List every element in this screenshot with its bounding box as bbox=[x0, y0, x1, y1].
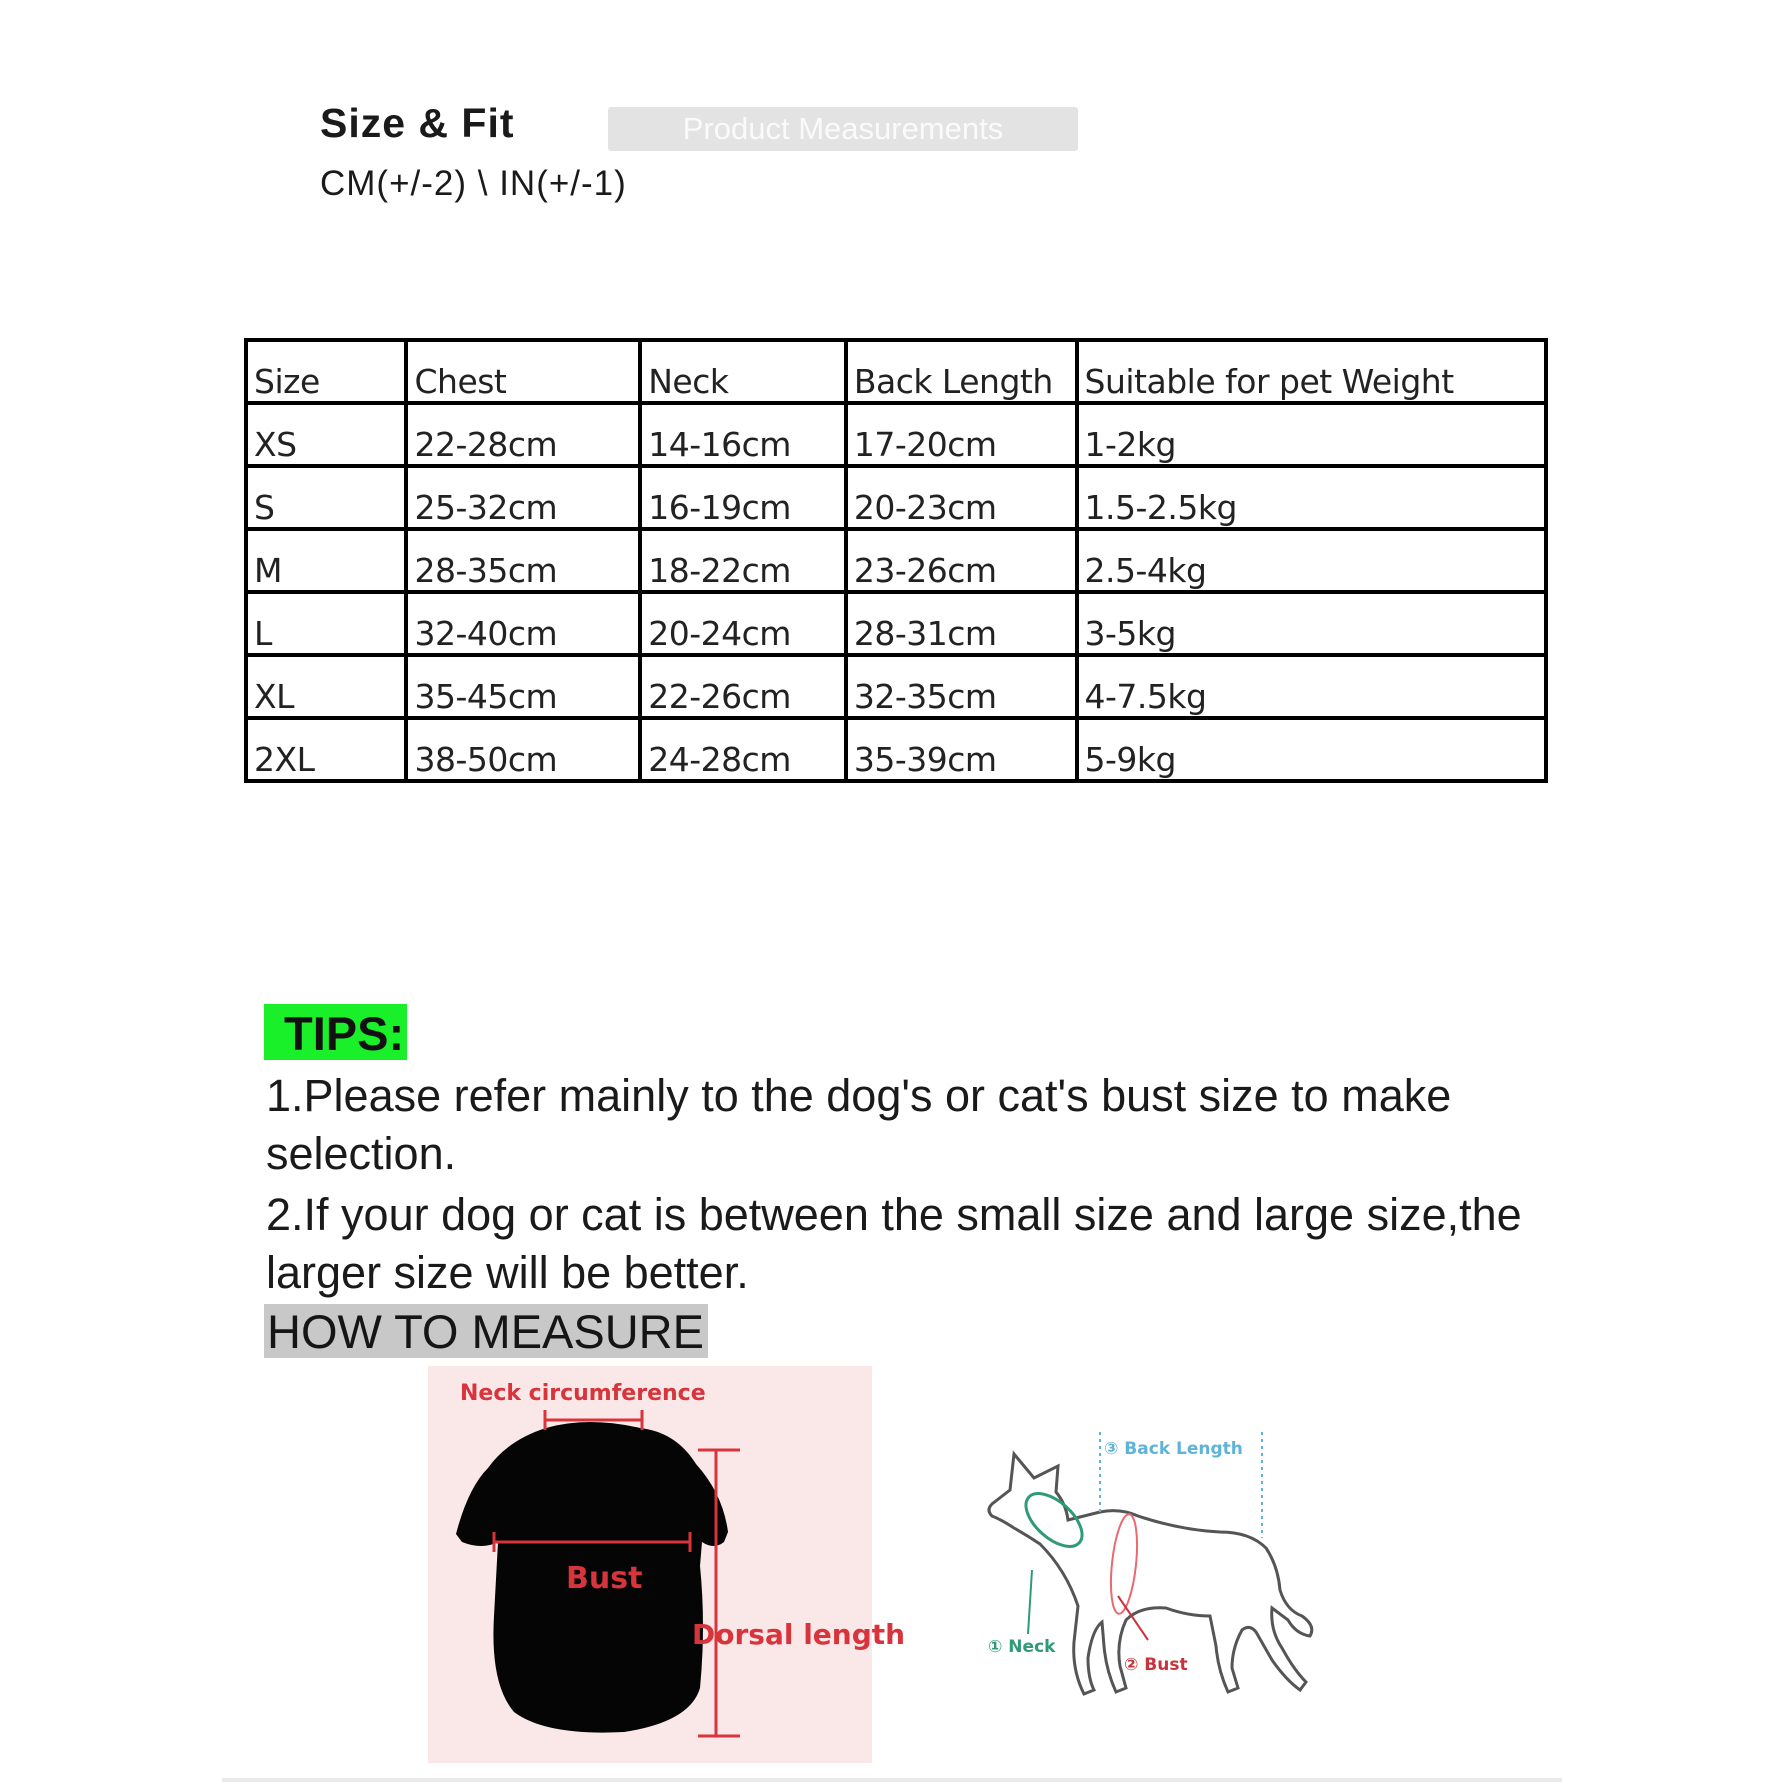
shirt-illustration bbox=[428, 1366, 906, 1763]
bust-ring bbox=[1107, 1513, 1141, 1615]
table-cell: 18-22cm bbox=[640, 529, 846, 592]
back-length-label: ③ Back Length bbox=[1104, 1439, 1243, 1459]
table-cell: L bbox=[246, 592, 406, 655]
table-cell: 1-2kg bbox=[1077, 403, 1546, 466]
table-row bbox=[246, 655, 1546, 718]
table-cell: 32-35cm bbox=[846, 655, 1077, 718]
table-cell: M bbox=[246, 529, 406, 592]
tip-2: 2.If your dog or cat is between the small size and large size,the larger size will be better. bbox=[266, 1189, 1522, 1298]
bust-label: Bust bbox=[566, 1561, 643, 1596]
table-cell: 28-31cm bbox=[846, 592, 1077, 655]
table-cell: 4-7.5kg bbox=[1077, 655, 1546, 718]
how-to-measure-heading: HOW TO MEASURE bbox=[264, 1304, 708, 1358]
table-cell: 35-45cm bbox=[406, 655, 640, 718]
header-cell: Neck bbox=[640, 340, 846, 403]
neck-pointer bbox=[1028, 1570, 1032, 1634]
table-cell: S bbox=[246, 466, 406, 529]
table-cell: XL bbox=[246, 655, 406, 718]
header-cell: Back Length bbox=[846, 340, 1077, 403]
bottom-divider bbox=[222, 1778, 1562, 1782]
dog-diagram bbox=[970, 1420, 1340, 1720]
dog-illustration bbox=[970, 1420, 1340, 1720]
table-cell: 35-39cm bbox=[846, 718, 1077, 781]
table-cell: 20-24cm bbox=[640, 592, 846, 655]
header-cell: Size bbox=[246, 340, 406, 403]
table-cell: 20-23cm bbox=[846, 466, 1077, 529]
table-cell: 17-20cm bbox=[846, 403, 1077, 466]
table-cell: 2XL bbox=[246, 718, 406, 781]
measurements-badge: Product Measurements bbox=[608, 107, 1078, 151]
table-cell: 25-32cm bbox=[406, 466, 640, 529]
shirt-diagram bbox=[428, 1366, 906, 1763]
bust-label-dog: ② Bust bbox=[1124, 1655, 1188, 1675]
table-cell: 22-28cm bbox=[406, 403, 640, 466]
table-cell: XS bbox=[246, 403, 406, 466]
table-row bbox=[246, 529, 1546, 592]
neck-label: ① Neck bbox=[988, 1637, 1056, 1657]
size-table bbox=[244, 338, 1548, 783]
table-row bbox=[246, 466, 1546, 529]
dorsal-length-label: Dorsal length bbox=[692, 1618, 906, 1651]
table-cell: 38-50cm bbox=[406, 718, 640, 781]
table-cell: 24-28cm bbox=[640, 718, 846, 781]
units-tolerance: CM(+/-2) \ IN(+/-1) bbox=[320, 164, 627, 203]
neck-circumference-label: Neck circumference bbox=[460, 1381, 706, 1406]
table-cell: 16-19cm bbox=[640, 466, 846, 529]
header-cell: Suitable for pet Weight bbox=[1077, 340, 1546, 403]
tip-1: 1.Please refer mainly to the dog's or cat's bust size to make selection. bbox=[266, 1070, 1452, 1179]
header-cell: Chest bbox=[406, 340, 640, 403]
table-cell: 5-9kg bbox=[1077, 718, 1546, 781]
neck-ring bbox=[1017, 1484, 1092, 1556]
table-header-row bbox=[246, 340, 1546, 403]
table-row bbox=[246, 592, 1546, 655]
tips-label: TIPS: bbox=[264, 1004, 407, 1060]
table-cell: 32-40cm bbox=[406, 592, 640, 655]
table-row bbox=[246, 718, 1546, 781]
page-title: Size & Fit bbox=[320, 100, 515, 146]
table-cell: 1.5-2.5kg bbox=[1077, 466, 1546, 529]
table-cell: 2.5-4kg bbox=[1077, 529, 1546, 592]
table-cell: 23-26cm bbox=[846, 529, 1077, 592]
table-cell: 14-16cm bbox=[640, 403, 846, 466]
table-cell: 28-35cm bbox=[406, 529, 640, 592]
table-row bbox=[246, 403, 1546, 466]
table-cell: 22-26cm bbox=[640, 655, 846, 718]
table-cell: 3-5kg bbox=[1077, 592, 1546, 655]
